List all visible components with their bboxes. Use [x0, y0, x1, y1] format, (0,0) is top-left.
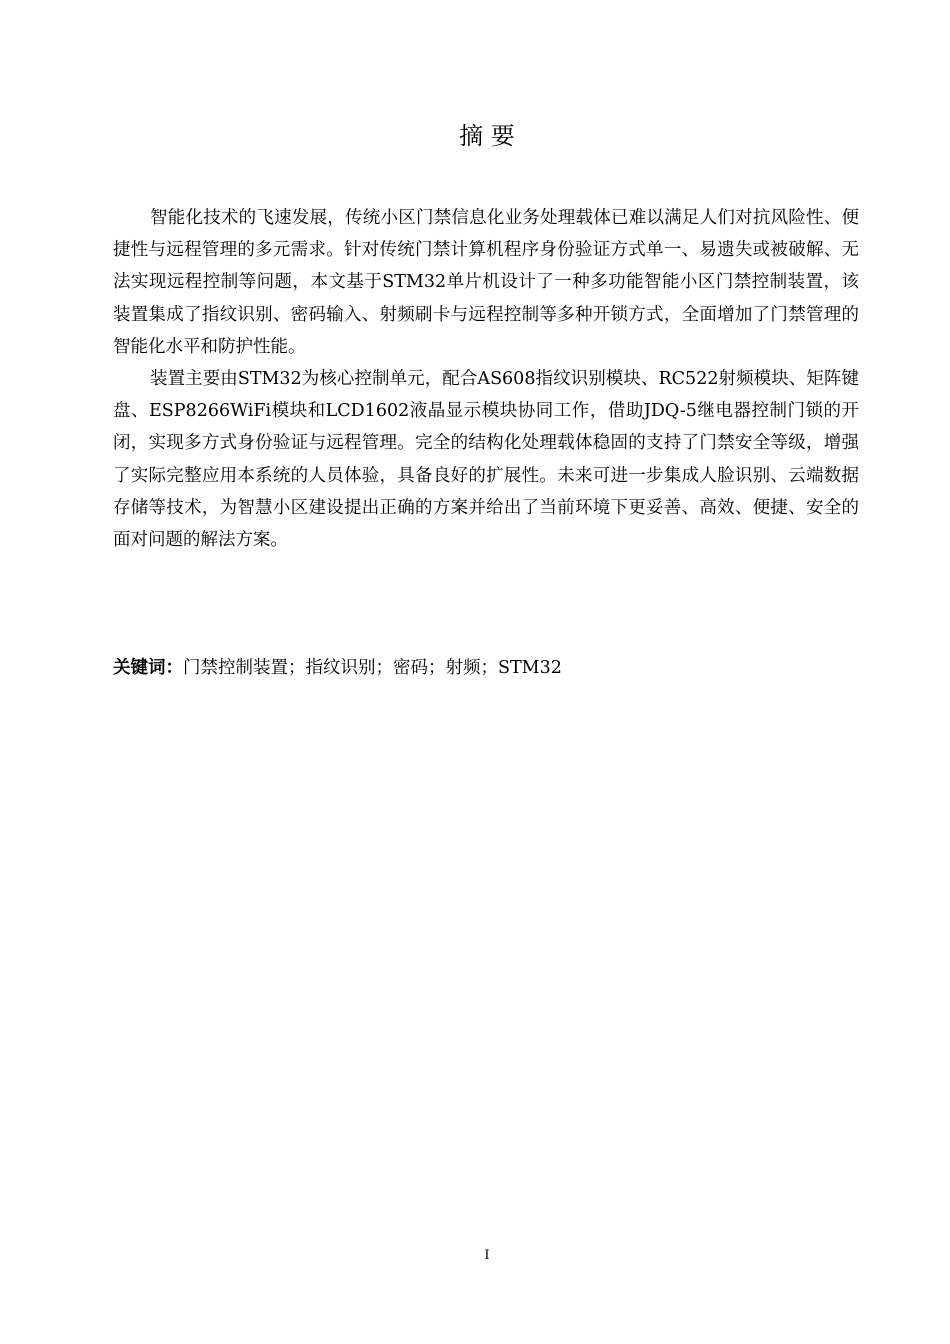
abstract-body — [113, 202, 859, 556]
abstract-paragraph-2: 装置主要由STM32为核心控制单元，配合AS608指纹识别模块、RC522射频模块、矩阵键盘、ESP8266WiFi模块和LCD1602液晶显示模块协同工作，借助JDQ-5继电器控制门锁的开闭，实现多方式身份验证与远程管理。完全的结构化处理载体稳固的支持了门禁安全等级，增强了实际完整应用本系统的人员体验，具备良好的扩展性。未来可进一步集成人脸识别、云端数据存储等技术，为智慧小区建设提出正确的方案并给出了当前环境下更妥善、高效、便捷、安全的面对问题的解法方案。 — [113, 369, 859, 551]
keywords-label: 关键词： — [113, 658, 183, 678]
keywords-text: 门禁控制装置；指纹识别；密码；射频；STM32 — [183, 658, 562, 678]
abstract-title: 摘 要 — [459, 122, 515, 150]
abstract-paragraph-1: 智能化技术的飞速发展，传统小区门禁信息化业务处理载体已难以满足人们对抗风险性、便捷性与远程管理的多元需求。针对传统门禁计算机程序身份验证方式单一、易遗失或被破解、无法实现远程控制等问题，本文基于STM32单片机设计了一种多功能智能小区门禁控制装置，该装置集成了指纹识别、密码输入、射频刷卡与远程控制等多种开锁方式，全面增加了门禁管理的智能化水平和防护性能。 — [113, 208, 859, 357]
keywords-line — [113, 652, 859, 684]
page-number: I — [484, 1248, 490, 1263]
